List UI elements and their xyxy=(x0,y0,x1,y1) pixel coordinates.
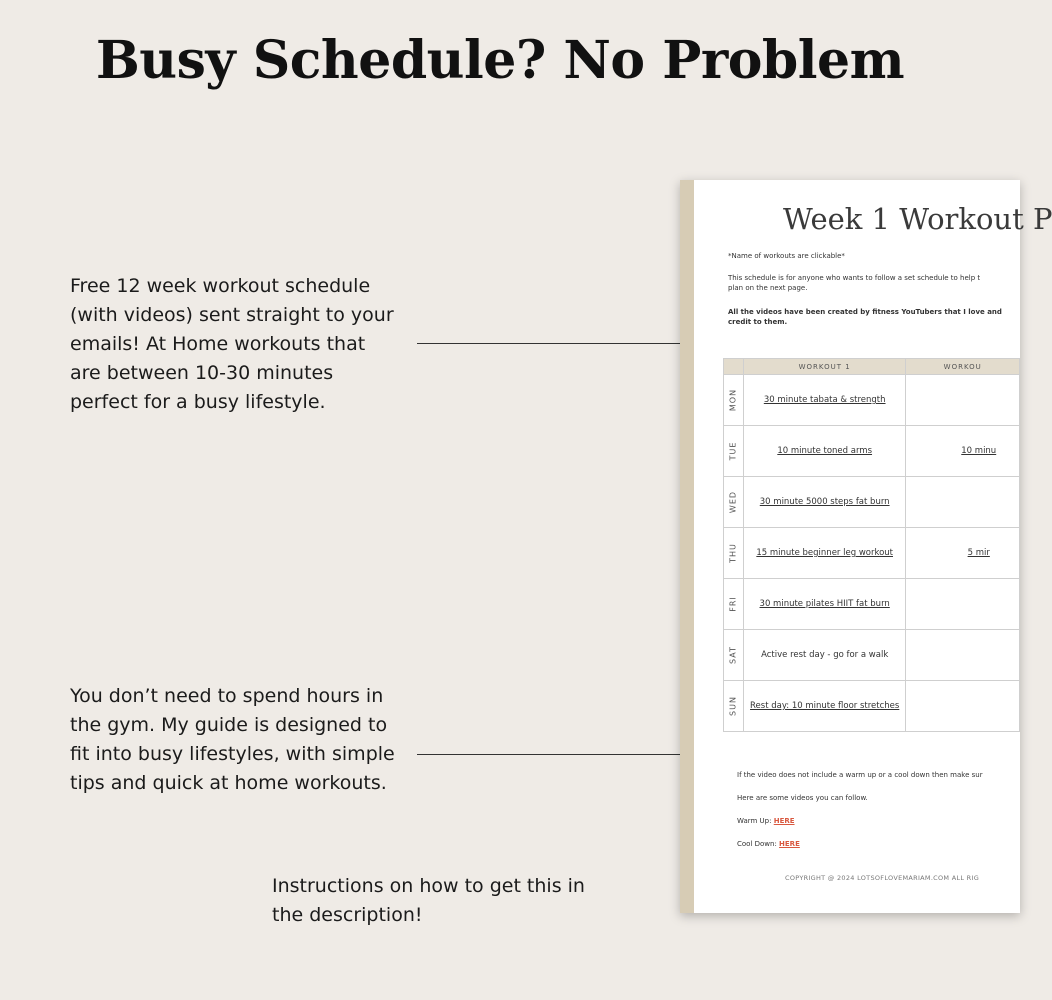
column-header-workout-1: WORKOUT 1 xyxy=(743,359,906,375)
workout-2-cell xyxy=(906,630,1020,681)
day-label: SAT xyxy=(724,630,744,681)
day-label: SUN xyxy=(724,681,744,732)
table-row xyxy=(724,477,1020,528)
table-row xyxy=(724,375,1020,426)
note-intro-line-1: This schedule is for anyone who wants to follow a set schedule to help t xyxy=(728,274,981,282)
day-label: WED xyxy=(724,477,744,528)
workout-2-link[interactable]: 5 mir xyxy=(906,528,1020,579)
caption-instructions: Instructions on how to get this in the description! xyxy=(272,875,585,926)
day-label: MON xyxy=(724,375,744,426)
workout-2-cell xyxy=(906,477,1020,528)
workout-text: Active rest day - go for a walk xyxy=(743,630,906,681)
note-intro-line-2: plan on the next page. xyxy=(728,284,808,292)
document-title: Week 1 Workout P xyxy=(783,202,1052,236)
footer-videos-note: Here are some videos you can follow. xyxy=(737,794,868,802)
warm-up-label: Warm Up: xyxy=(737,817,774,825)
day-label: TUE xyxy=(724,426,744,477)
workout-link[interactable]: 10 minute toned arms xyxy=(743,426,906,477)
workout-link[interactable]: 30 minute 5000 steps fat burn xyxy=(743,477,906,528)
table-row xyxy=(724,681,1020,732)
note-intro xyxy=(728,273,980,293)
caption-busy-lifestyle: You don’t need to spend hours in the gym. My guide is designed to fit into busy lifestyles, with simple tips and quick at home workouts. xyxy=(70,685,395,794)
workout-link[interactable]: 30 minute tabata & strength xyxy=(743,375,906,426)
copyright: COPYRIGHT @ 2024 LOTSOFLOVEMARIAM.COM ALL RIG xyxy=(785,874,980,882)
table-row xyxy=(724,579,1020,630)
note-credit-line-1: All the videos have been created by fitness YouTubers that I love and xyxy=(728,308,1002,316)
workout-link[interactable]: 15 minute beginner leg workout xyxy=(743,528,906,579)
table-row xyxy=(724,630,1020,681)
column-header-workout-2: WORKOU xyxy=(906,359,1020,375)
workout-2-cell xyxy=(906,681,1020,732)
day-label: THU xyxy=(724,528,744,579)
cool-down-line xyxy=(737,840,800,848)
workout-2-cell xyxy=(906,375,1020,426)
day-label: FRI xyxy=(724,579,744,630)
document-side-strip xyxy=(680,180,694,913)
warm-up-here-link[interactable]: HERE xyxy=(773,817,795,825)
table-corner xyxy=(724,359,744,375)
note-credit-line-2: credit to them. xyxy=(728,318,788,326)
note-credit xyxy=(728,307,1002,327)
footer-warmup-note: If the video does not include a warm up or a cool down then make sur xyxy=(737,771,983,779)
cool-down-here-link[interactable]: HERE xyxy=(779,840,800,848)
workout-table xyxy=(723,358,1020,732)
workout-link[interactable]: Rest day: 10 minute floor stretches xyxy=(743,681,906,732)
note-clickable: *Name of workouts are clickable* xyxy=(728,252,845,260)
workout-plan-document xyxy=(680,180,1052,913)
caption-free-schedule: Free 12 week workout schedule (with videos) sent straight to your emails! At Home workouts that are between 10-30 minutes perfect for a busy lifestyle. xyxy=(70,275,394,413)
workout-link[interactable]: 30 minute pilates HIIT fat burn xyxy=(743,579,906,630)
workout-2-cell xyxy=(906,579,1020,630)
workout-2-link[interactable]: 10 minu xyxy=(906,426,1020,477)
leader-line-bottom xyxy=(417,754,719,755)
warm-up-line xyxy=(737,817,795,825)
table-row xyxy=(724,528,1020,579)
cool-down-label: Cool Down: xyxy=(737,840,780,848)
leader-line-top xyxy=(417,343,719,344)
table-row xyxy=(724,426,1020,477)
table-header-row xyxy=(724,359,1020,375)
headline: Busy Schedule? No Problem xyxy=(95,30,905,91)
